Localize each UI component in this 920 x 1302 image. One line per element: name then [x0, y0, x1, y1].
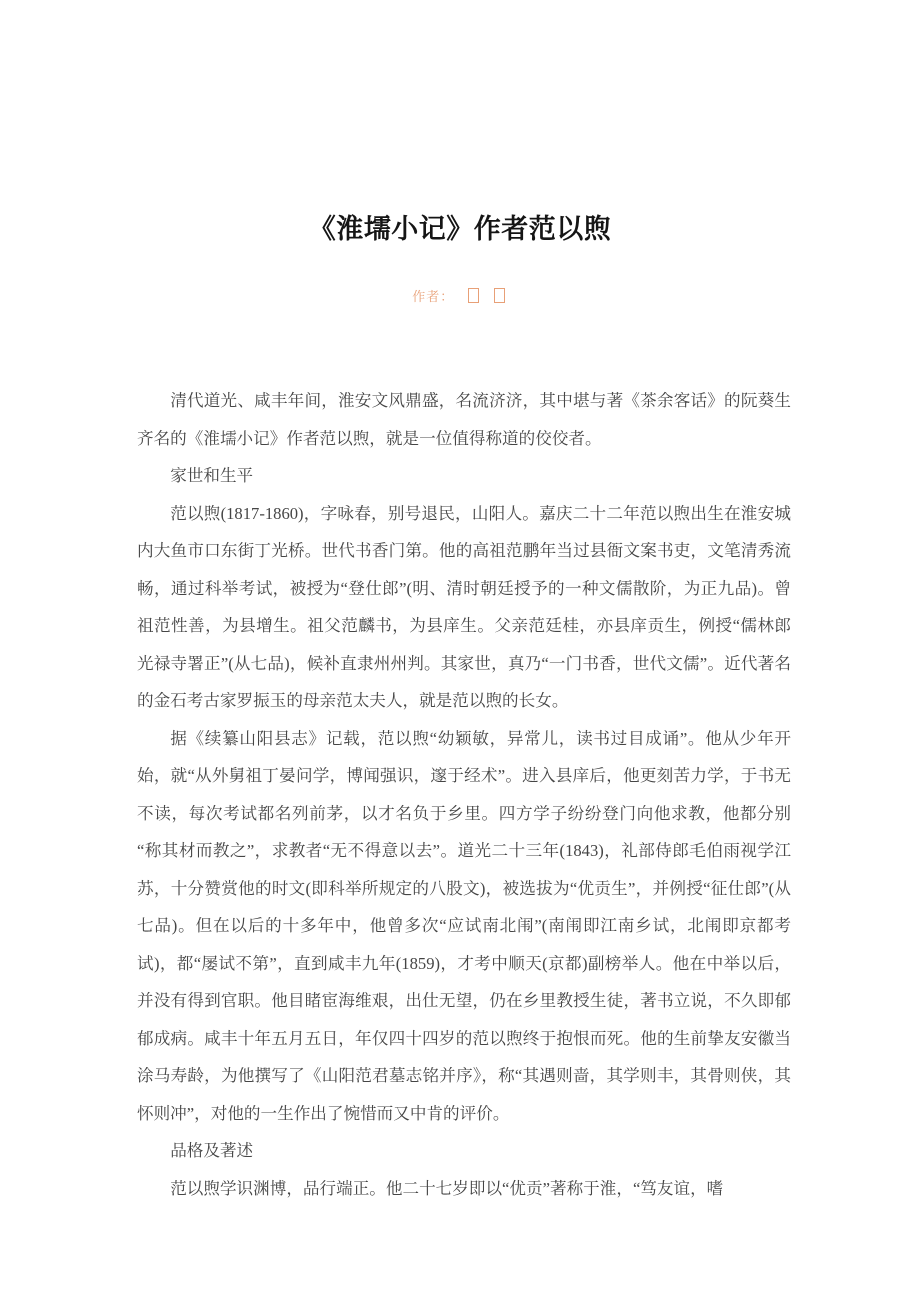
paragraph-family-1: 范以煦(1817-1860)，字咏春，别号退民，山阳人。嘉庆二十二年范以煦出生在淮安城内大鱼市口东街丁光桥。世代书香门第。他的高祖范鹏年当过县衙文案书吏，文笔清秀流畅，通过科举考试，被授为“登仕郎”(明、清时朝廷授予的一种文儒散阶，为正九品)。曾祖范性善，为县增生。祖父范麟书，为县庠生。父亲范廷桂，亦县庠贡生，例授“儒林郎光禄寺署正”(从七品)，候补直隶州州判。其家世，真乃“一门书香，世代文儒”。近代著名的金石考古家罗振玉的母亲范太夫人，就是范以煦的长女。: [137, 503, 791, 710]
paragraph-character-1: 范以煦学识渊博，品行端正。他二十七岁即以“优贡”著称于淮，“笃友谊，嗜: [170, 1178, 724, 1198]
paragraph-family-2: 据《续纂山阳县志》记载，范以煦“幼颖敏，异常儿，读书过目成诵”。他从少年开始，就“从外舅祖丁晏问学，博闻强识，邃于经术”。进入县庠后，他更刻苦力学，于书无不读，每次考试都名列前茅，以才名负于乡里。四方学子纷纷登门向他求教，他都分别“称其材而教之”，求教者“无不得意以去”。道光二十三年(1843)，礼部侍郎毛伯雨视学江苏，十分赞赏他的时文(即科举所规定的八股文)，被选拔为“优贡生”，并例授“征仕郎”(从七品)。但在以后的十多年中，他曾多次“应试南北闱”(南闱即江南乡试，北闱即京都考试)，都“屡试不第”，直到咸丰九年(1859)，才考中顺天(京都)副榜举人。他在中举以后，并没有得到官职。他目睹宦海维艰，出仕无望，仍在乡里教授生徒，著书立说，不久即郁郁成病。咸丰十年五月五日，年仅四十四岁的范以煦终于抱恨而死。他的生前挚友安徽当涂马寿龄，为他撰写了《山阳范君墓志铭并序》，称“其遇则啬，其学则丰，其骨则侠，其怀则冲”，对他的一生作出了惋惜而又中肯的评价。: [137, 728, 791, 1123]
page-title: 《淮壖小记》作者范以煦: [308, 214, 612, 246]
missing-glyph-box-2: [494, 288, 505, 303]
author-name-glyphs: [465, 289, 508, 304]
author-byline: [0, 288, 920, 306]
missing-glyph-box-1: [468, 288, 479, 303]
paragraph-intro: 清代道光、咸丰年间，淮安文风鼎盛，名流济济，其中堪与著《茶余客话》的阮葵生齐名的《淮壖小记》作者范以煦，就是一位值得称道的佼佼者。: [137, 391, 791, 448]
author-label: 作者：: [412, 289, 455, 304]
section-heading-character: 品格及著述: [170, 1141, 254, 1160]
section-heading-family: 家世和生平: [170, 466, 254, 485]
document-body: [137, 382, 791, 1207]
